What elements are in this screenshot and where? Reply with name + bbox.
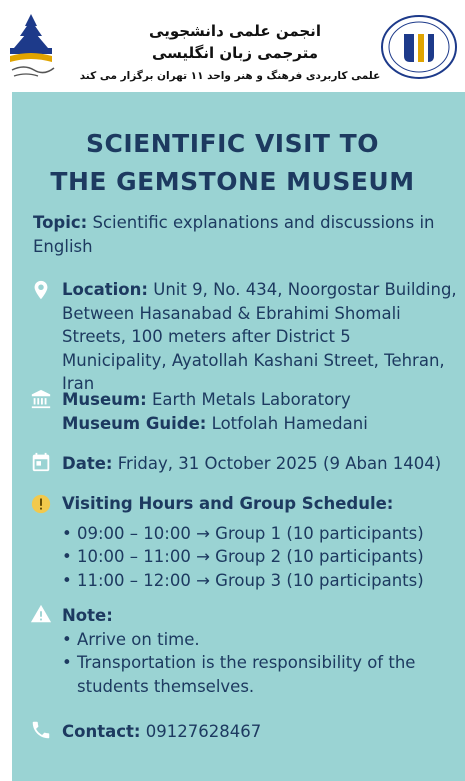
schedule (62, 492, 457, 592)
note (62, 604, 457, 698)
museum-icon (30, 388, 52, 410)
association-name-line1: انجمن علمی دانشجویی (149, 22, 321, 40)
note-item: • Arrive on time. (62, 628, 457, 652)
contact (62, 720, 457, 744)
museum-guide-label: Museum Guide: (62, 413, 207, 433)
museum-guide-value: Lotfolah Hamedani (211, 413, 368, 433)
note-label: Note: (62, 606, 113, 625)
institute-logo-icon (4, 12, 58, 82)
association-name-line2: مترجمی زبان انگلیسی (151, 44, 319, 62)
date-value: Friday, 31 October 2025 (9 Aban 1404) (117, 454, 442, 473)
contact-label: Contact: (62, 722, 141, 741)
note-list (62, 628, 457, 699)
event-title-line2: THE GEMSTONE MUSEUM (50, 167, 415, 196)
schedule-item: • 11:00 – 12:00 → Group 3 (10 participants) (62, 569, 457, 593)
topic-label: Topic: (33, 213, 88, 232)
location-label: Location: (62, 280, 148, 299)
warning-triangle-icon (30, 603, 52, 625)
location-value: Unit 9, No. 434, Noorgostar Building, Between Hasanabad & Ebrahimi Shomali Streets, 100 meters after District 5 Municipality, Ayatollah Kashani Street, Tehran, Iran (62, 280, 457, 393)
phone-icon (30, 719, 52, 741)
topic (33, 211, 443, 259)
calendar-icon (30, 451, 52, 473)
map-pin-icon (30, 279, 52, 301)
schedule-item: • 09:00 – 10:00 → Group 1 (10 participants) (62, 522, 457, 546)
note-item: • Transportation is the responsibility of the students themselves. (62, 651, 457, 698)
museum (62, 388, 457, 435)
header (0, 0, 465, 92)
contact-value[interactable]: 09127628467 (145, 722, 262, 741)
event-title-line1: SCIENTIFIC VISIT TO (86, 129, 379, 158)
schedule-item: • 10:00 – 11:00 → Group 2 (10 participants) (62, 545, 457, 569)
schedule-list (62, 522, 457, 593)
museum-value: Earth Metals Laboratory (151, 390, 351, 409)
date-label: Date: (62, 454, 113, 473)
topic-value: Scientific explanations and discussions in English (33, 213, 435, 256)
location (62, 278, 457, 396)
exclamation-circle-icon (30, 493, 52, 515)
association-subtitle: علمی کاربردی فرهنگ و هنر واحد ۱۱ تهران برگزار می کند (79, 70, 381, 82)
date (62, 452, 457, 476)
museum-label: Museum: (62, 390, 147, 409)
schedule-label: Visiting Hours and Group Schedule: (62, 494, 394, 513)
association-logo-icon (380, 14, 458, 80)
